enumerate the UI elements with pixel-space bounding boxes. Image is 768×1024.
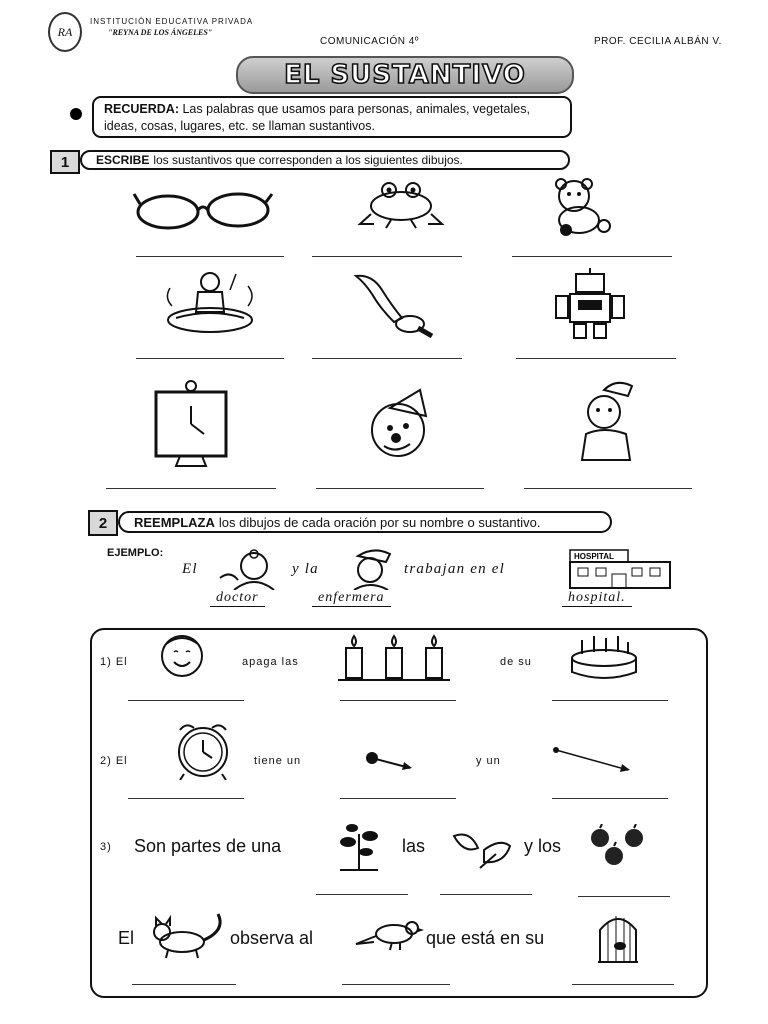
nurse-icon [570,376,646,462]
answer-line[interactable] [128,798,244,799]
alarm-clock-icon [168,718,238,780]
plant-icon [334,820,384,872]
answer-line[interactable] [316,488,484,489]
section2-text: los dibujos de cada oración por su nombre o sustantivo. [218,514,541,530]
sword-icon [352,270,436,340]
section2-instruction [118,511,612,533]
school-name: "REYNA DE LOS ÁNGELES" [108,28,213,37]
recuerda-label: RECUERDA: [104,102,179,116]
birdcage-icon [596,910,640,964]
school-logo [48,12,82,52]
answer-line[interactable] [552,700,668,701]
answer-line[interactable] [136,358,284,359]
sentence-3-number: 3) [100,841,112,853]
hospital-icon [566,548,674,590]
doctor-icon [214,548,284,590]
section1-text: los sustantivos que corresponden a los siguientes dibujos. [153,153,463,167]
sentence-2-start: 2) El [100,755,128,767]
example-answer: doctor [210,590,265,607]
nurse-small-icon [344,546,402,590]
example-label: EJEMPLO: [107,547,164,559]
section2-verb: REEMPLAZA [134,514,215,530]
section1-instruction [80,150,570,170]
teddy-bear-icon [544,176,622,238]
answer-line[interactable] [312,256,462,257]
example-answer: hospital. [562,590,632,607]
answer-line[interactable] [316,894,408,895]
sentence-3-middle: las [402,836,426,856]
answer-line[interactable] [340,798,456,799]
logo-text: RA [57,24,73,39]
hospital-sign-text: HOSPITAL [574,552,614,561]
glasses-icon [132,188,274,234]
teacher-label: PROF. CECILIA ALBÁN V. [594,36,722,47]
sentence-4-end: que está en su [426,928,545,948]
sentence-4-middle: observa al [230,928,314,948]
candles-icon [336,632,452,684]
recuerda-text: Las palabras que usamos para personas, animales, vegetales, ideas, cosas, lugares, etc. se llaman sustantivos. [104,102,530,133]
answer-line[interactable] [136,256,284,257]
minute-hand-icon [552,744,634,774]
answer-line[interactable] [342,984,450,985]
example-word: y la [292,561,319,577]
answer-line[interactable] [524,488,692,489]
cook-icon [160,268,260,340]
answer-line[interactable] [106,488,276,489]
answer-line[interactable] [512,256,672,257]
answer-line[interactable] [440,894,532,895]
sentence-3-start: Son partes de una [134,836,282,856]
answer-line[interactable] [572,984,674,985]
bird-icon [354,918,424,954]
sentence-1-start: 1) El [100,656,128,668]
subject-label: COMUNICACIÓN 4º [320,36,419,47]
sentence-2-end: y un [476,755,501,767]
hour-hand-icon [364,748,416,774]
sentence-3-end: y los [524,836,562,856]
example-answer: enfermera [312,590,391,607]
frog-icon [356,178,446,230]
page-title [236,56,574,94]
leaves-icon [450,828,514,870]
school-label: INSTITUCIÓN EDUCATIVA PRIVADA [90,17,254,26]
answer-line[interactable] [312,358,462,359]
sentence-1-end: de su [500,656,532,668]
clock-icon [150,380,232,470]
answer-line[interactable] [516,358,676,359]
recuerda-box [92,96,572,138]
example-word: trabajan en el [404,561,505,577]
robot-icon [550,266,630,340]
sentence-4-start: El [118,928,135,948]
bullet-icon [70,108,82,120]
answer-line[interactable] [578,896,670,897]
sentence-1-middle: apaga las [242,656,299,668]
answer-line[interactable] [132,984,236,985]
answer-line[interactable] [340,700,456,701]
cake-icon [566,632,642,682]
fruits-icon [584,824,650,868]
answer-line[interactable] [128,700,244,701]
sentence-2-middle: tiene un [254,755,302,767]
clown-icon [360,386,442,464]
page-title-text: EL SUSTANTIVO [284,60,526,90]
answer-line[interactable] [552,798,668,799]
boy-face-icon [152,632,212,680]
section1-verb: ESCRIBE [96,153,150,167]
section2-number: 2 [88,510,118,536]
example-word: El [182,561,198,577]
cat-icon [148,910,230,960]
section1-number: 1 [50,150,80,174]
